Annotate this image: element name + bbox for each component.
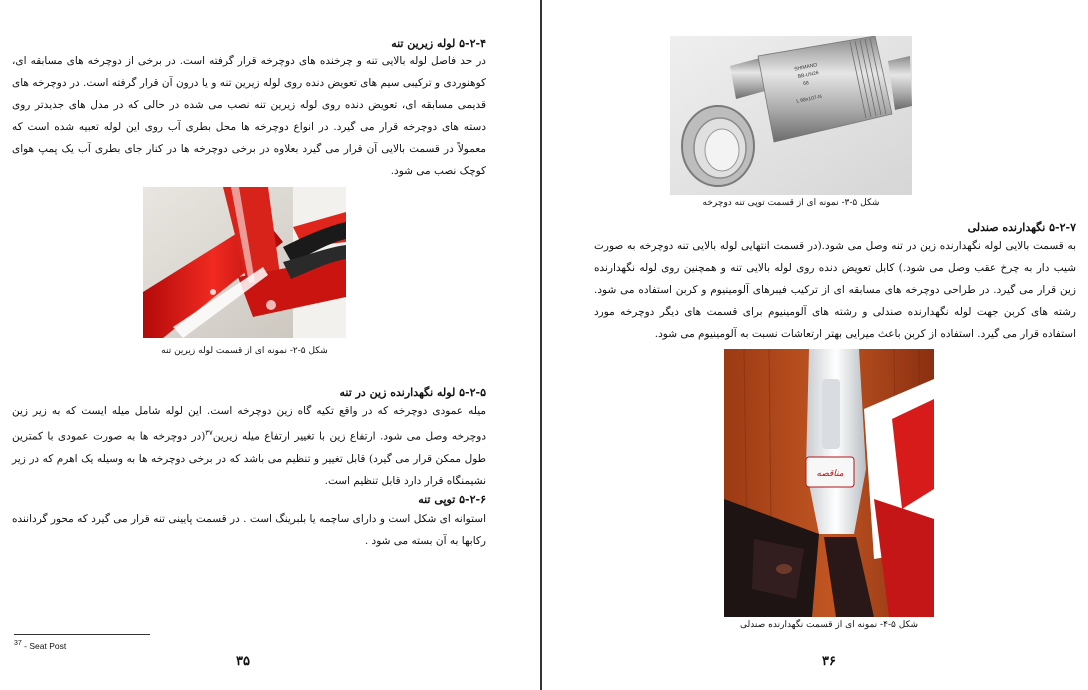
footnote-rule bbox=[14, 634, 150, 635]
page-number-left: ۳۵ bbox=[236, 654, 250, 669]
section-heading-seat-stay: ۵-۲-۷ نگهدارنده صندلی bbox=[967, 221, 1076, 234]
bracket-label-size: L 68x107-N bbox=[796, 93, 823, 105]
seat-stay-image bbox=[724, 349, 934, 617]
right-page bbox=[546, 0, 1088, 690]
down-tube-image bbox=[143, 187, 346, 338]
figure-down-tube-photo bbox=[143, 187, 346, 338]
page-number-right: ۳۶ bbox=[822, 654, 836, 669]
figure-caption-down-tube: شکل ۵-۲- نمونه ای از قسمت لوله زیرین تنه bbox=[161, 346, 328, 356]
bracket-label-model: BB-UN26 bbox=[797, 70, 820, 80]
paragraph-seat-stay: به قسمت بالایی لوله نگهدارنده زین در تنه وصل می شود.(در قسمت انتهایی لوله بالایی تنه دوچرخه به صورت شیب دار به چرخ عقب وصل می شود.) کابل تعویض دنده روی لوله بالایی تنه و همچنین روی لوله نگهدارنده زین قرار می گیرد. در طراحی دوچرخه های مسابقه ای از ترکیب فیبرهای آلومینیوم و کربن استفاده می شود. رشته های کربن جهت لوله نگهدارنده صندلی و رشته های آلومینیوم برای قسمت های دیگر دوچرخه مورد استفاده قرار می گیرد. استفاده از کربن باعث میرایی بهتر ارتعاشات نسبت به آلومینیوم می شود. bbox=[594, 240, 1076, 340]
section-heading-down-tube: ۵-۲-۴ لوله زیرین تنه bbox=[391, 37, 486, 50]
bottom-bracket-image bbox=[670, 36, 912, 195]
decal-badge bbox=[806, 457, 854, 487]
footnote-reference: ۳۷ bbox=[205, 429, 213, 437]
footnote-number: 37 bbox=[14, 640, 22, 647]
figure-caption-bottom-bracket: شکل ۵-۳- نمونه ای از قسمت توپی تنه دوچرخه bbox=[702, 198, 880, 208]
paragraph-down-tube: در حد فاصل لوله بالایی تنه و چرخنده های دوچرخه قرار گرفته است. در برخی از دوچرخه های مسابقه ای، کوهنوردی و ترکیبی سیم های تعویض دنده روی لوله زیرین تنه و یا درون آن قرار گرفته است. در دوچرخه های قدیمی مسابقه ای، تعویض دنده روی لوله زیرین تنه نصب می شده در حالی که در مدل های جدیدتر روی دسته های دوچرخه قرار می گیرد. در انواع دوچرخه ها محل بطری آب روی این لوله تعبیه شده است که معمولاً در قسمت بالایی آن قرار می گیرد بعلاوه در برخی دوچرخه ها در کنار جای بطری آب یک پمپ هوای کوچک نصب می شود. bbox=[12, 55, 486, 177]
paragraph-seat-post-part-a: میله عمودی دوچرخه که در واقع تکیه گاه زین دوچرخه است. این لوله شامل میله ایست که به زیر زین دوچرخه وصل می شود. ارتفاع زین با تغییر ارتفاع میله زیرین bbox=[12, 405, 486, 443]
bracket-label-width: 68 bbox=[802, 80, 810, 88]
bracket-label-brand: SHIMANO bbox=[793, 62, 818, 73]
footnote-text: - Seat Post bbox=[24, 640, 67, 651]
footnote bbox=[14, 640, 66, 651]
figure-bottom-bracket-photo bbox=[670, 36, 912, 195]
paragraph-bottom-bracket: استوانه ای شکل است و دارای ساچمه یا بلبرینگ است . در قسمت پایینی تنه قرار می گیرد که محور گرداننده رکابها به آن بسته می شود . bbox=[12, 513, 486, 547]
section-heading-bottom-bracket: ۵-۲-۶ توپی تنه bbox=[418, 493, 486, 506]
paragraph-seat-post-part-b: (در دوچرخه ها به صورت عمودی با کمترین طول ممکن قرار می گیرد) قابل تغییر و تنظیم می باشد که در برخی دوچرخه ها به وسیله یک اهرم که در زیر نشیمنگاه قرار دارد قابل تنظیم است. bbox=[12, 430, 486, 487]
left-page bbox=[0, 0, 540, 690]
decal-text: ﻣﻨﺎﻗﺼﻪ bbox=[816, 469, 844, 479]
figure-seat-stay-photo bbox=[724, 349, 934, 617]
figure-caption-seat-stay: شکل ۵-۴- نمونه ای از قسمت نگهدارنده صندلی bbox=[739, 620, 919, 630]
paragraph-seat-post bbox=[12, 400, 486, 492]
section-heading-seat-post: ۵-۲-۵ لوله نگهدارنده زین در تنه bbox=[339, 386, 486, 399]
